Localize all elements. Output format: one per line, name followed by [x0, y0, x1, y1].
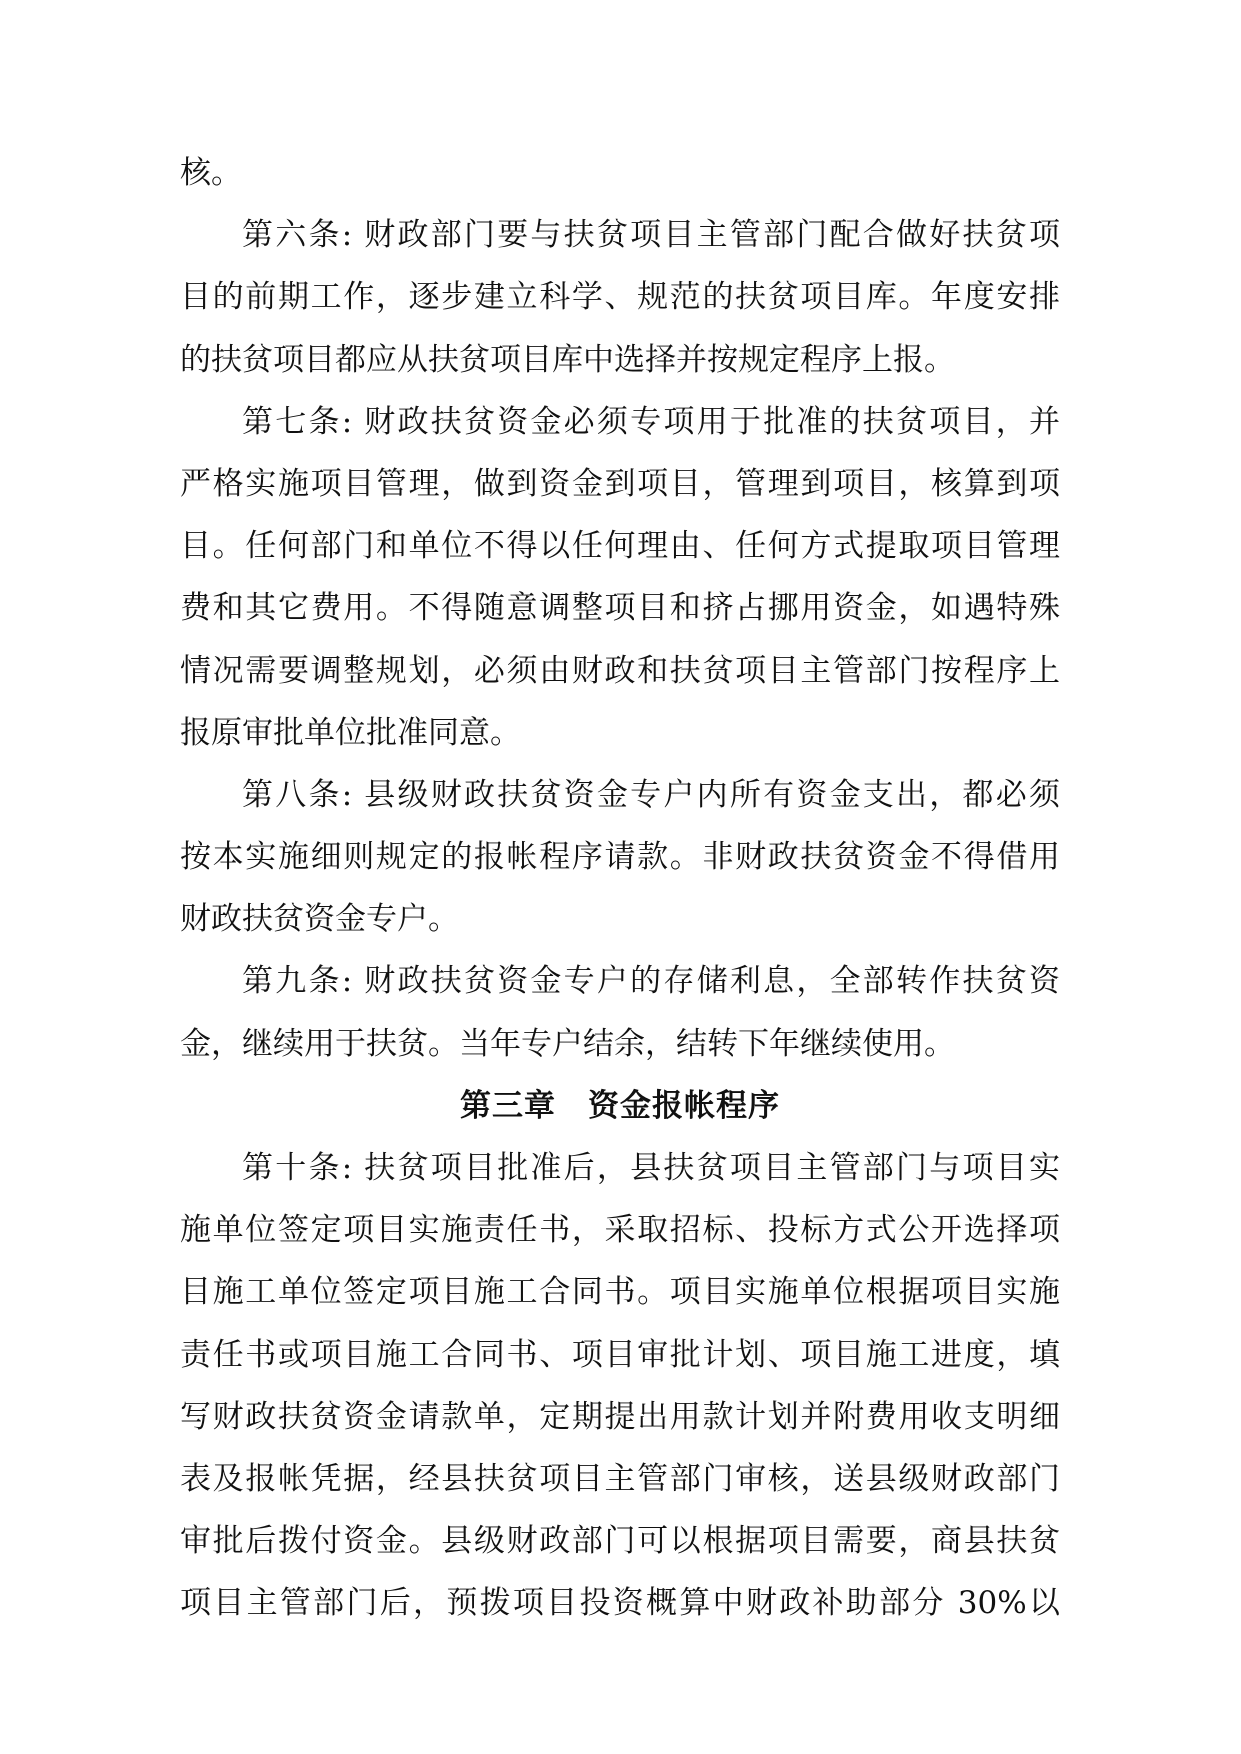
text-line: 第八条: 县级财政扶贫资金专户内所有资金支出，都必须 — [242, 776, 1060, 813]
text-line: 目。任何部门和单位不得以任何理由、任何方式提取项目管理 — [180, 528, 1060, 565]
text-line: 第六条: 财政部门要与扶贫项目主管部门配合做好扶贫项 — [242, 217, 1060, 254]
text-line: 财政扶贫资金专户。 — [180, 901, 459, 938]
article-6-paragraph — [180, 204, 1060, 391]
text-line: 严格实施项目管理，做到资金到项目，管理到项目，核算到项 — [180, 465, 1060, 502]
text-line: 项目主管部门后，预拨项目投资概算中财政补助部分 30%以 — [180, 1585, 1060, 1622]
article-7-paragraph — [180, 391, 1060, 764]
text-line: 的扶贫项目都应从扶贫项目库中选择并按规定程序上报。 — [180, 341, 955, 378]
text-line: 核。 — [180, 155, 242, 191]
document-body — [180, 142, 1060, 1635]
article-8-paragraph — [180, 764, 1060, 951]
text-line: 情况需要调整规划，必须由财政和扶贫项目主管部门按程序上 — [180, 652, 1060, 689]
text-line: 审批后拨付资金。县级财政部门可以根据项目需要，商县扶贫 — [180, 1523, 1060, 1560]
article-9-paragraph — [180, 950, 1060, 1074]
text-line: 责任书或项目施工合同书、项目审批计划、项目施工进度，填 — [180, 1336, 1060, 1373]
paragraph-continuation — [180, 142, 1060, 204]
text-line: 报原审批单位批准同意。 — [180, 714, 521, 751]
text-line: 目的前期工作，逐步建立科学、规范的扶贫项目库。年度安排 — [180, 279, 1060, 316]
text-line: 第七条: 财政扶贫资金必须专项用于批准的扶贫项目，并 — [242, 403, 1060, 440]
text-line: 表及报帐凭据，经县扶贫项目主管部门审核，送县级财政部门 — [180, 1460, 1060, 1497]
chapter-heading: 第三章 资金报帐程序 — [460, 1087, 780, 1124]
text-line: 施单位签定项目实施责任书，采取招标、投标方式公开选择项 — [180, 1212, 1060, 1249]
text-line: 费和其它费用。不得随意调整项目和挤占挪用资金，如遇特殊 — [180, 590, 1060, 627]
text-line: 第九条: 财政扶贫资金专户的存储利息，全部转作扶贫资 — [242, 963, 1060, 1000]
text-line: 目施工单位签定项目施工合同书。项目实施单位根据项目实施 — [180, 1274, 1060, 1311]
text-line: 金，继续用于扶贫。当年专户结余，结转下年继续使用。 — [180, 1025, 955, 1062]
text-line: 按本实施细则规定的报帐程序请款。非财政扶贫资金不得借用 — [180, 839, 1060, 876]
text-line: 第十条: 扶贫项目批准后，县扶贫项目主管部门与项目实 — [242, 1150, 1060, 1186]
text-line: 写财政扶贫资金请款单，定期提出用款计划并附费用收支明细 — [180, 1398, 1060, 1435]
article-10-paragraph — [180, 1137, 1060, 1635]
